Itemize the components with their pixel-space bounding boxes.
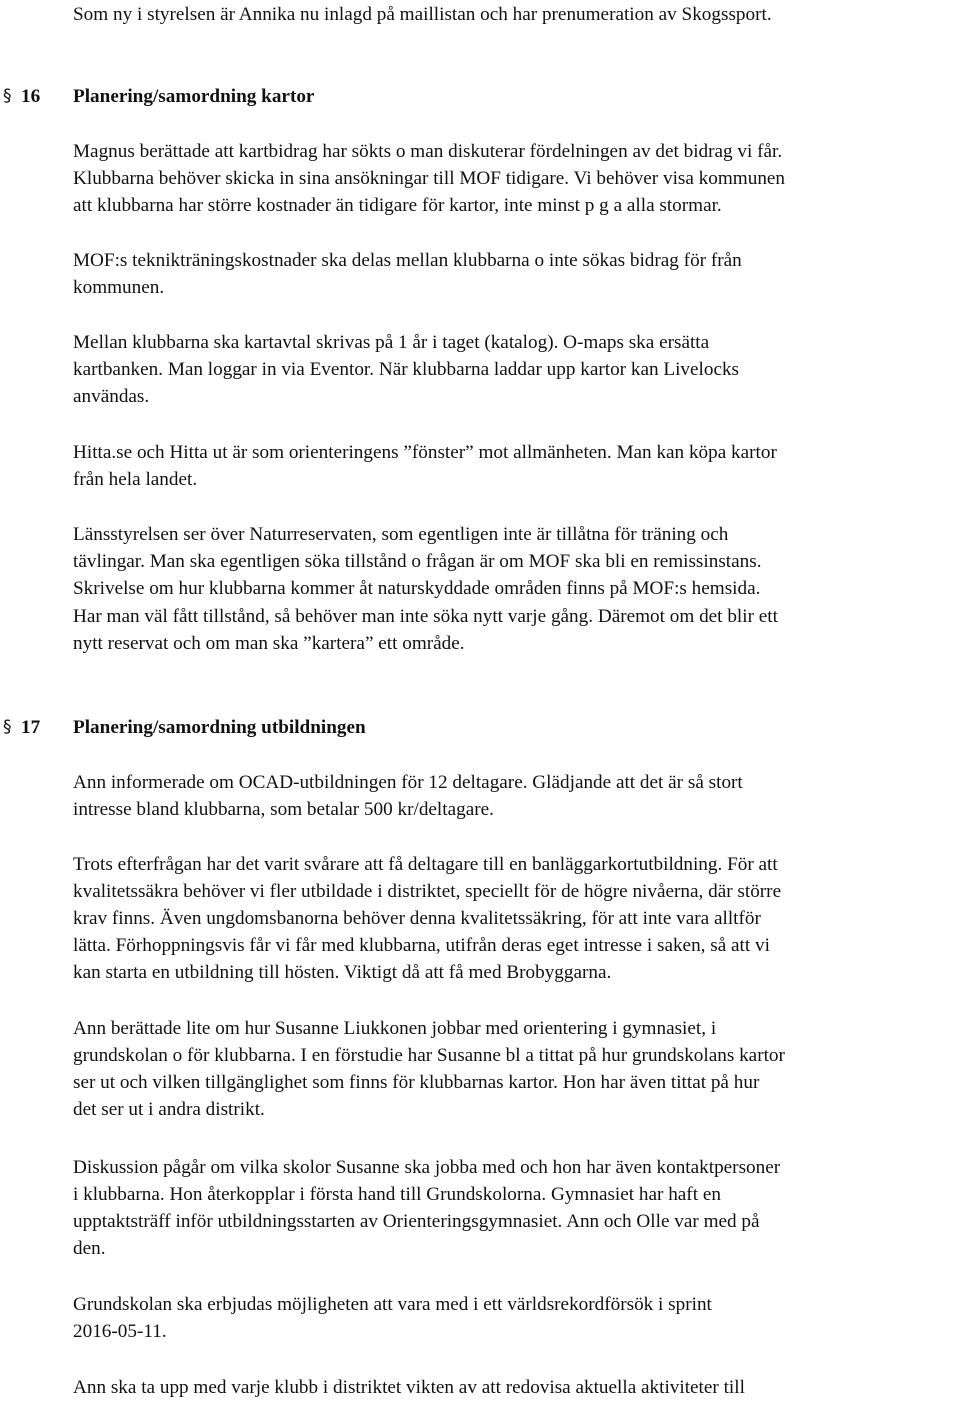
section-symbol: § <box>3 717 12 737</box>
intro-line: Som ny i styrelsen är Annika nu inlagd på maillistan och har prenumeration av Skogssport. <box>73 4 772 25</box>
paragraph-line: krav finns. Även ungdomsbanorna behöver denna kvalitetssäkring, för att inte vara alltför <box>73 908 761 929</box>
paragraph-line: MOF:s teknikträningskostnader ska delas mellan klubbarna o inte sökas bidrag för från <box>73 250 742 271</box>
paragraph-line: i klubbarna. Hon återkopplar i första hand till Grundskolorna. Gymnasiet har haft en <box>73 1184 721 1205</box>
paragraph-line: Grundskolan ska erbjudas möjligheten att vara med i ett världsrekordförsök i sprint <box>73 1294 712 1315</box>
paragraph-line: Mellan klubbarna ska kartavtal skrivas på 1 år i taget (katalog). O-maps ska ersätta <box>73 332 710 353</box>
section-title: Planering/samordning kartor <box>73 86 315 107</box>
paragraph-line: användas. <box>73 386 150 407</box>
paragraph-line: kan starta en utbildning till hösten. Viktigt då att få med Brobyggarna. <box>73 962 612 983</box>
paragraph-line: 2016-05-11. <box>73 1321 167 1342</box>
paragraph-line: Skrivelse om hur klubbarna kommer åt naturskyddade områden finns på MOF:s hemsida. <box>73 578 761 599</box>
section-title: Planering/samordning utbildningen <box>73 717 366 738</box>
paragraph-line: Hitta.se och Hitta ut är som orienteringens ”fönster” mot allmänheten. Man kan köpa kartor <box>73 442 777 463</box>
paragraph-line: Ann informerade om OCAD-utbildningen för 12 deltagare. Glädjande att det är så stort <box>73 772 743 793</box>
paragraph-line: den. <box>73 1238 106 1259</box>
paragraph-line: Har man väl fått tillstånd, så behöver man inte söka nytt varje gång. Däremot om det blir ett <box>73 606 778 627</box>
paragraph-line: kommunen. <box>73 277 165 298</box>
paragraph-line: upptaktsträff inför utbildningsstarten av Orienteringsgymnasiet. Ann och Olle var med på <box>73 1211 760 1232</box>
paragraph-line: Diskussion pågår om vilka skolor Susanne ska jobba med och hon har även kontaktpersoner <box>73 1157 781 1178</box>
paragraph-line: lätta. Förhoppningsvis får vi får med klubbarna, utifrån deras eget intresse i saken, så att vi <box>73 935 770 956</box>
paragraph-line: Ann berättade lite om hur Susanne Liukkonen jobbar med orientering i gymnasiet, i <box>73 1018 717 1039</box>
paragraph-line: Magnus berättade att kartbidrag har sökts o man diskuterar fördelningen av det bidrag vi får. <box>73 141 783 162</box>
section-number: 17 <box>21 717 41 738</box>
paragraph-line: ser ut och vilken tillgänglighet som finns för klubbarnas kartor. Hon har även tittat på hur <box>73 1072 760 1093</box>
paragraph-line: kvalitetssäkra behöver vi fler utbildade i distriktet, speciellt för de högre nivåerna, där större <box>73 881 782 902</box>
paragraph-line: nytt reservat och om man ska ”kartera” ett område. <box>73 633 465 654</box>
section-number: 16 <box>21 86 41 107</box>
paragraph-line: Länsstyrelsen ser över Naturreservaten, som egentligen inte är tillåtna för träning och <box>73 524 729 545</box>
paragraph-line: grundskolan o för klubbarna. I en förstudie har Susanne bl a tittat på hur grundskolans kartor <box>73 1045 785 1066</box>
paragraph-line: kartbanken. Man loggar in via Eventor. När klubbarna laddar upp kartor kan Livelocks <box>73 359 740 380</box>
paragraph-line: intresse bland klubbarna, som betalar 500 kr/deltagare. <box>73 799 494 820</box>
paragraph-line: Trots efterfrågan har det varit svårare att få deltagare till en banläggarkortutbildning. För att <box>73 854 778 875</box>
paragraph-line: Ann ska ta upp med varje klubb i distriktet vikten av att redovisa aktuella aktiviteter till <box>73 1377 745 1398</box>
section-symbol: § <box>3 86 12 106</box>
paragraph-line: från hela landet. <box>73 469 198 490</box>
paragraph-line: att klubbarna har större kostnader än tidigare för kartor, inte minst p g a alla stormar. <box>73 195 722 216</box>
paragraph-line: det ser ut i andra distrikt. <box>73 1099 265 1120</box>
paragraph-line: tävlingar. Man ska egentligen söka tillstånd o frågan är om MOF ska bli en remissinstans. <box>73 551 762 572</box>
paragraph-line: Klubbarna behöver skicka in sina ansökningar till MOF tidigare. Vi behöver visa kommunen <box>73 168 786 189</box>
